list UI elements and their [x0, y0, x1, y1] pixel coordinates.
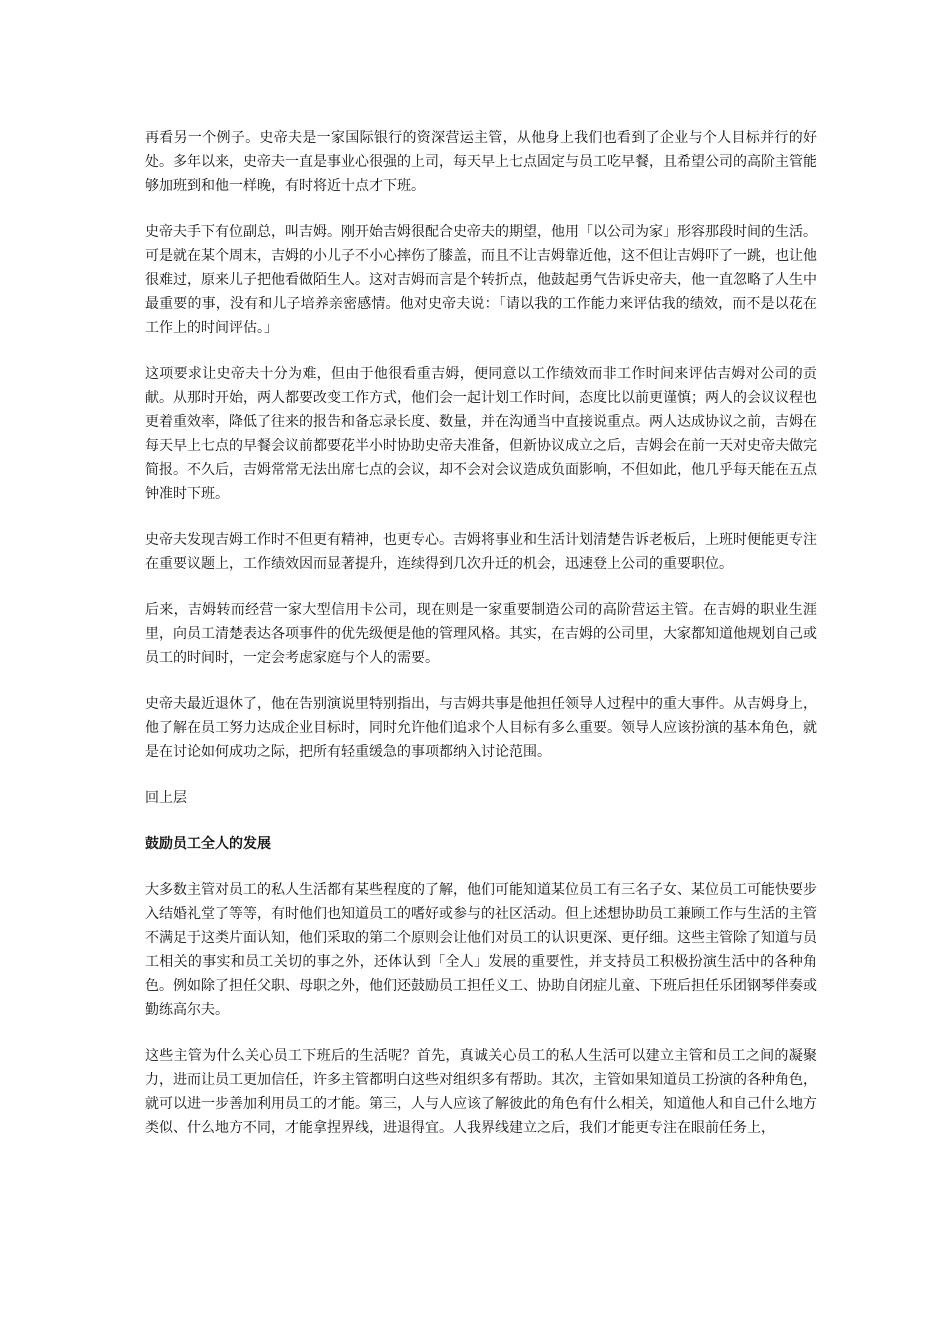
back-to-top-link[interactable]: 回上层 [145, 790, 187, 806]
paragraph: 史帝夫发现吉姆工作时不但更有精神，也更专心。吉姆将事业和生活计划清楚告诉老板后，上班时便能更专注在重要议题上，工作绩效因而显著提升，连续得到几次升迁的机会，迅速登上公司的重要职位。 [145, 532, 817, 572]
paragraph: 大多数主管对员工的私人生活都有某些程度的了解，他们可能知道某位员工有三名子女、某位员工可能快要步入结婚礼堂了等等，有时他们也知道员工的嗜好或参与的社区活动。但上述想协助员工兼顾工作与生活的主管不满足于这类片面认知，他们采取的第二个原则会让他们对员工的认识更深、更仔细。这些主管除了知道与员工相关的事实和员工关切的事之外，还体认到「全人」发展的重要性，并支持员工积极扮演生活中的各种角色。例如除了担任父职、母职之外，他们还鼓励员工担任义工、协助自闭症儿童、下班后担任乐团钢琴伴奏或勤练高尔夫。 [145, 882, 817, 1018]
paragraph: 史帝夫手下有位副总，叫吉姆。刚开始吉姆很配合史帝夫的期望，他用「以公司为家」形容那段时间的生活。可是就在某个周末，吉姆的小儿子不小心摔伤了膝盖，而且不让吉姆靠近他，这不但让吉姆吓了一跳，也让他很难过，原来儿子把他看做陌生人。这对吉姆而言是个转折点，他鼓起勇气告诉史帝夫，他一直忽略了人生中最重要的事，没有和儿子培养亲密感情。他对史帝夫说：「请以我的工作能力来评估我的绩效，而不是以花在工作上的时间评估。」 [145, 224, 817, 336]
document-body [145, 126, 817, 1162]
section-heading: 鼓励员工全人的发展 [145, 836, 271, 852]
paragraph: 史帝夫最近退休了，他在告别演说里特别指出，与吉姆共事是他担任领导人过程中的重大事件。从吉姆身上，他了解在员工努力达成企业目标时，同时允许他们追求个人目标有多么重要。领导人应该扮演的基本角色，就是在讨论如何成功之际，把所有轻重缓急的事项都纳入讨论范围。 [145, 696, 817, 760]
paragraph: 这些主管为什么关心员工下班后的生活呢？首先，真诚关心员工的私人生活可以建立主管和员工之间的凝聚力，进而让员工更加信任，许多主管都明白这些对组织多有帮助。其次，主管如果知道员工扮演的各种角色，就可以进一步善加利用员工的才能。第三，人与人应该了解彼此的角色有什么相关，知道他人和自己什么地方类似、什么地方不同，才能拿捏界线，进退得宜。人我界线建立之后，我们才能更专注在眼前任务上， [145, 1048, 817, 1136]
paragraph: 再看另一个例子。史帝夫是一家国际银行的资深营运主管，从他身上我们也看到了企业与个人目标并行的好处。多年以来，史帝夫一直是事业心很强的上司，每天早上七点固定与员工吃早餐，且希望公司的高阶主管能够加班到和他一样晚，有时将近十点才下班。 [145, 130, 817, 194]
paragraph: 后来，吉姆转而经营一家大型信用卡公司，现在则是一家重要制造公司的高阶营运主管。在吉姆的职业生涯里，向员工清楚表达各项事件的优先级便是他的管理风格。其实，在吉姆的公司里，大家都知道他规划自己或员工的时间时，一定会考虑家庭与个人的需要。 [145, 602, 817, 666]
paragraph: 这项要求让史帝夫十分为难，但由于他很看重吉姆，便同意以工作绩效而非工作时间来评估吉姆对公司的贡献。从那时开始，两人都要改变工作方式，他们会一起计划工作时间，态度比以前更谨慎；两人的会议议程也更着重效率，降低了往来的报告和备忘录长度、数量，并在沟通当中直接说重点。两人达成协议之前，吉姆在每天早上七点的早餐会议前都要花半小时协助史帝夫准备，但新协议成立之后，吉姆会在前一天对史帝夫做完简报。不久后，吉姆常常无法出席七点的会议，却不会对会议造成负面影响，不但如此，他几乎每天能在五点钟准时下班。 [145, 366, 817, 502]
